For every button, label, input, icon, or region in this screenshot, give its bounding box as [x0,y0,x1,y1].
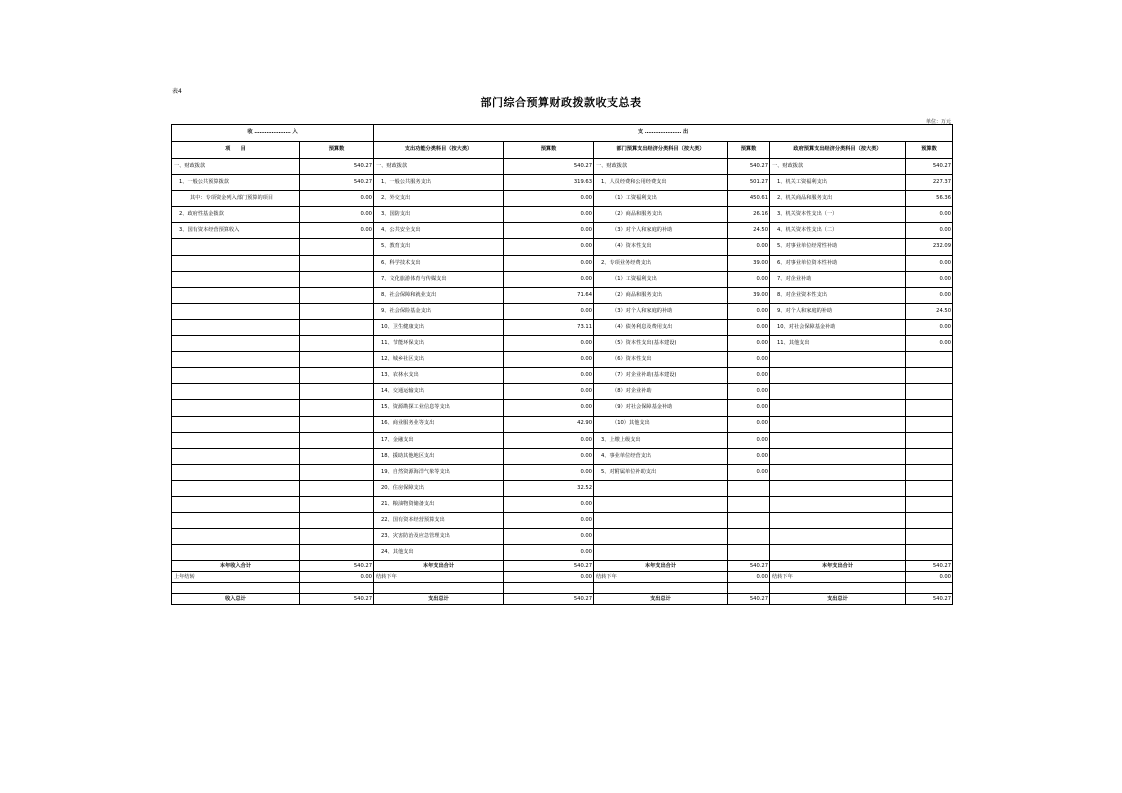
budget-cell [906,464,953,480]
expense-section-header: 支 ………………… 出 [374,125,953,142]
budget-cell: 540.27 [300,159,374,175]
col-header-function: 支出功能分类科目（按大类） [374,142,504,159]
budget-cell: 0.00 [906,319,953,335]
budget-cell: 540.27 [906,561,953,572]
gov-econ-item-cell [770,496,906,512]
budget-cell: 42.90 [504,416,594,432]
dept-econ-item-cell [594,480,728,496]
budget-cell [906,384,953,400]
budget-cell: 0.00 [504,384,594,400]
function-item-cell: 结转下年 [374,572,504,583]
dept-econ-item-cell: 支出总计 [594,594,728,605]
function-item-cell: 16、商业服务业等支出 [374,416,504,432]
budget-cell [906,432,953,448]
empty-cell [504,583,594,594]
budget-cell: 73.11 [504,319,594,335]
budget-cell: 0.00 [300,223,374,239]
budget-cell [300,513,374,529]
function-item-cell: 4、公共安全支出 [374,223,504,239]
table-row [172,513,953,529]
function-item-cell: 24、其他支出 [374,545,504,561]
gov-econ-item-cell [770,545,906,561]
income-item-cell [172,545,300,561]
budget-cell: 0.00 [504,191,594,207]
income-item-cell [172,319,300,335]
budget-cell: 0.00 [504,400,594,416]
budget-table [171,124,953,605]
income-item-cell [172,480,300,496]
table-row [172,545,953,561]
budget-cell [906,513,953,529]
function-item-cell: 5、教育支出 [374,239,504,255]
col-header-budget: 预算数 [504,142,594,159]
table-row [172,448,953,464]
table-row [172,336,953,352]
budget-cell: 540.27 [728,594,770,605]
dept-econ-item-cell: 一、财政拨款 [594,159,728,175]
budget-cell: 0.00 [728,416,770,432]
function-item-cell: 15、资源勘探工业信息等支出 [374,400,504,416]
table-row [172,271,953,287]
budget-cell: 32.52 [504,480,594,496]
budget-cell [728,529,770,545]
budget-cell: 0.00 [504,513,594,529]
totals-row [172,561,953,572]
budget-cell: 0.00 [504,303,594,319]
income-item-cell [172,384,300,400]
table-row [172,368,953,384]
income-item-cell [172,496,300,512]
income-item-cell: 1、一般公共预算拨款 [172,175,300,191]
table-row [172,496,953,512]
budget-cell: 0.00 [504,239,594,255]
gov-econ-item-cell [770,400,906,416]
income-item-cell [172,271,300,287]
gov-econ-item-cell [770,416,906,432]
budget-cell: 540.27 [300,175,374,191]
gov-econ-item-cell: 8、对企业资本性支出 [770,287,906,303]
budget-cell: 0.00 [728,464,770,480]
budget-cell: 540.27 [504,159,594,175]
budget-cell: 0.00 [504,496,594,512]
budget-cell: 0.00 [504,448,594,464]
dept-econ-item-cell: （4）资本性支出 [594,239,728,255]
budget-cell [906,400,953,416]
budget-cell: 0.00 [728,336,770,352]
income-item-cell [172,255,300,271]
budget-cell [906,545,953,561]
table-row [172,255,953,271]
spacer-row [172,583,953,594]
table-row [172,319,953,335]
budget-cell [300,416,374,432]
function-item-cell: 10、卫生健康支出 [374,319,504,335]
dept-econ-item-cell [594,496,728,512]
income-item-cell [172,400,300,416]
dept-econ-item-cell: 结转下年 [594,572,728,583]
income-item-cell [172,464,300,480]
budget-cell: 24.50 [906,303,953,319]
budget-cell [300,287,374,303]
empty-cell [374,583,504,594]
page-title: 部门综合预算财政拨款收支总表 [480,96,642,109]
gov-econ-item-cell: 4、机关资本性支出（二） [770,223,906,239]
income-item-cell: 收入总计 [172,594,300,605]
budget-cell [300,448,374,464]
budget-cell: 0.00 [906,207,953,223]
budget-cell [906,529,953,545]
income-item-cell: 上年结转 [172,572,300,583]
table-number: 表4 [172,88,182,95]
empty-cell [906,583,953,594]
budget-cell: 24.50 [728,223,770,239]
table-row [172,464,953,480]
budget-cell: 0.00 [728,239,770,255]
section-header-row [172,125,953,142]
column-header-row [172,142,953,159]
dept-econ-item-cell: （7）对企业补助(基本建设) [594,368,728,384]
function-item-cell: 23、灾害防治及应急管理支出 [374,529,504,545]
col-header-item: 项 目 [172,142,300,159]
gov-econ-item-cell: 9、对个人和家庭的补助 [770,303,906,319]
budget-cell: 0.00 [504,223,594,239]
dept-econ-item-cell: （2）商品和服务支出 [594,287,728,303]
table-row [172,432,953,448]
budget-cell: 540.27 [300,561,374,572]
income-item-cell [172,448,300,464]
budget-cell: 0.00 [728,572,770,583]
dept-econ-item-cell: （5）资本性支出(基本建设) [594,336,728,352]
function-item-cell: 21、粮油物资储备支出 [374,496,504,512]
budget-cell [906,368,953,384]
budget-cell: 0.00 [504,545,594,561]
table-row [172,400,953,416]
gov-econ-item-cell [770,352,906,368]
gov-econ-item-cell: 10、对社会保障基金补助 [770,319,906,335]
budget-cell [906,480,953,496]
budget-cell [728,545,770,561]
budget-cell [300,368,374,384]
budget-cell: 0.00 [728,368,770,384]
function-item-cell: 1、一般公共服务支出 [374,175,504,191]
dept-econ-item-cell: （1）工资福利支出 [594,271,728,287]
budget-cell: 319.63 [504,175,594,191]
function-item-cell: 8、社会保障和就业支出 [374,287,504,303]
budget-cell: 540.27 [504,561,594,572]
income-item-cell [172,368,300,384]
function-item-cell: 本年支出合计 [374,561,504,572]
budget-cell: 540.27 [504,594,594,605]
dept-econ-item-cell: （9）对社会保障基金补助 [594,400,728,416]
dept-econ-item-cell [594,513,728,529]
gov-econ-item-cell [770,529,906,545]
function-item-cell: 14、交通运输支出 [374,384,504,400]
budget-cell: 0.00 [906,336,953,352]
table-row [172,207,953,223]
budget-cell: 0.00 [504,368,594,384]
dept-econ-item-cell [594,529,728,545]
budget-cell: 0.00 [728,303,770,319]
budget-cell [728,496,770,512]
income-section-header: 收 ………………… 入 [172,125,374,142]
budget-cell: 0.00 [906,255,953,271]
budget-cell: 0.00 [504,271,594,287]
budget-cell [728,513,770,529]
unit-label: 单位：万元 [925,119,951,125]
budget-cell [300,480,374,496]
function-item-cell: 3、国防支出 [374,207,504,223]
carry-row [172,572,953,583]
budget-cell: 0.00 [728,448,770,464]
table-row [172,416,953,432]
gov-econ-item-cell: 1、机关工资福利支出 [770,175,906,191]
function-item-cell: 20、住房保障支出 [374,480,504,496]
function-item-cell: 2、外交支出 [374,191,504,207]
function-item-cell: 6、科学技术支出 [374,255,504,271]
budget-cell [300,400,374,416]
table-row [172,223,953,239]
empty-cell [172,583,300,594]
budget-cell [300,496,374,512]
budget-cell: 39.00 [728,255,770,271]
dept-econ-item-cell: 4、事业单位经营支出 [594,448,728,464]
budget-cell: 0.00 [728,271,770,287]
budget-cell: 0.00 [906,223,953,239]
table-row [172,159,953,175]
gov-econ-item-cell: 5、对事业单位经常性补助 [770,239,906,255]
budget-cell [300,319,374,335]
income-item-cell [172,239,300,255]
budget-cell [300,255,374,271]
budget-cell [906,352,953,368]
income-item-cell [172,336,300,352]
income-item-cell [172,416,300,432]
budget-cell [300,303,374,319]
budget-cell [300,271,374,287]
empty-cell [300,583,374,594]
budget-cell: 0.00 [504,255,594,271]
budget-cell [728,480,770,496]
gov-econ-item-cell: 6、对事业单位资本性补助 [770,255,906,271]
budget-cell: 0.00 [504,529,594,545]
table-row [172,175,953,191]
table-row [172,287,953,303]
dept-econ-item-cell: （8）对企业补助 [594,384,728,400]
budget-cell: 56.36 [906,191,953,207]
income-item-cell [172,432,300,448]
gov-econ-item-cell: 11、其他支出 [770,336,906,352]
col-header-budget: 预算数 [300,142,374,159]
gov-econ-item-cell [770,368,906,384]
function-item-cell: 支出总计 [374,594,504,605]
budget-cell: 0.00 [906,287,953,303]
budget-cell: 71.64 [504,287,594,303]
budget-cell: 0.00 [728,400,770,416]
budget-cell: 0.00 [300,572,374,583]
budget-cell: 0.00 [728,352,770,368]
gov-econ-item-cell: 结转下年 [770,572,906,583]
gov-econ-item-cell: 3、机关资本性支出（一） [770,207,906,223]
col-header-dept-econ: 部门预算支出经济分类科目（按大类） [594,142,728,159]
dept-econ-item-cell: （6）资本性支出 [594,352,728,368]
dept-econ-item-cell: （3）对个人和家庭的补助 [594,223,728,239]
budget-cell [300,384,374,400]
gov-econ-item-cell: 2、机关商品和服务支出 [770,191,906,207]
function-item-cell: 11、节能环保支出 [374,336,504,352]
dept-econ-item-cell: 3、上缴上级支出 [594,432,728,448]
function-item-cell: 17、金融支出 [374,432,504,448]
budget-cell: 0.00 [504,207,594,223]
budget-cell: 0.00 [300,191,374,207]
budget-cell [906,416,953,432]
budget-cell [300,336,374,352]
dept-econ-item-cell: 5、对附属单位补助支出 [594,464,728,480]
income-item-cell [172,529,300,545]
budget-cell: 540.27 [728,561,770,572]
function-item-cell: 一、财政拨款 [374,159,504,175]
col-header-budget: 预算数 [728,142,770,159]
income-item-cell [172,352,300,368]
budget-cell: 501.27 [728,175,770,191]
budget-cell [906,496,953,512]
table-row [172,352,953,368]
budget-cell [300,352,374,368]
budget-cell: 0.00 [300,207,374,223]
gov-econ-item-cell: 一、财政拨款 [770,159,906,175]
gov-econ-item-cell: 支出总计 [770,594,906,605]
gov-econ-item-cell [770,384,906,400]
gov-econ-item-cell [770,480,906,496]
budget-cell: 540.27 [906,159,953,175]
budget-cell: 39.00 [728,287,770,303]
dept-econ-item-cell: （4）债务利息及费用支出 [594,319,728,335]
dept-econ-item-cell: （1）工资福利支出 [594,191,728,207]
dept-econ-item-cell [594,545,728,561]
function-item-cell: 19、自然资源海洋气象等支出 [374,464,504,480]
budget-cell [300,529,374,545]
budget-cell: 540.27 [728,159,770,175]
gov-econ-item-cell: 7、对企业补助 [770,271,906,287]
budget-cell: 0.00 [504,432,594,448]
table-row [172,191,953,207]
budget-cell: 450.61 [728,191,770,207]
gov-econ-item-cell [770,432,906,448]
function-item-cell: 12、城乡社区支出 [374,352,504,368]
income-item-cell [172,303,300,319]
income-item-cell: 3、国有资本经营预算收入 [172,223,300,239]
dept-econ-item-cell: （10）其他支出 [594,416,728,432]
budget-cell: 540.27 [300,594,374,605]
budget-cell: 26.16 [728,207,770,223]
income-item-cell [172,287,300,303]
budget-cell [300,545,374,561]
function-item-cell: 7、文化旅游体育与传媒支出 [374,271,504,287]
income-item-cell: 一、财政拨款 [172,159,300,175]
table-row [172,529,953,545]
budget-cell: 0.00 [728,432,770,448]
dept-econ-item-cell: （3）对个人和家庭的补助 [594,303,728,319]
col-header-gov-econ: 政府预算支出经济分类科目（按大类） [770,142,906,159]
dept-econ-item-cell: 本年支出合计 [594,561,728,572]
function-item-cell: 22、国有资本经营预算支出 [374,513,504,529]
grand-total-row [172,594,953,605]
function-item-cell: 13、农林水支出 [374,368,504,384]
budget-cell: 227.37 [906,175,953,191]
gov-econ-item-cell [770,448,906,464]
income-item-cell: 本年收入合计 [172,561,300,572]
gov-econ-item-cell [770,464,906,480]
income-item-cell [172,513,300,529]
budget-cell: 0.00 [504,464,594,480]
income-item-cell: 其中：专项资金列入部门预算的项目 [172,191,300,207]
function-item-cell: 9、社会保险基金支出 [374,303,504,319]
gov-econ-item-cell [770,513,906,529]
budget-cell: 232.09 [906,239,953,255]
budget-cell [300,432,374,448]
empty-cell [594,583,728,594]
table-row [172,239,953,255]
budget-cell: 0.00 [728,384,770,400]
table-row [172,303,953,319]
budget-cell: 540.27 [906,594,953,605]
dept-econ-item-cell: （2）商品和服务支出 [594,207,728,223]
budget-cell [300,464,374,480]
dept-econ-item-cell: 2、专项业务经费支出 [594,255,728,271]
gov-econ-item-cell: 本年支出合计 [770,561,906,572]
table-body [172,125,953,605]
budget-cell: 0.00 [504,336,594,352]
budget-cell: 0.00 [504,352,594,368]
function-item-cell: 18、援助其他地区支出 [374,448,504,464]
budget-cell: 0.00 [504,572,594,583]
income-item-cell: 2、政府性基金拨款 [172,207,300,223]
table-row [172,480,953,496]
table-row [172,384,953,400]
empty-cell [728,583,770,594]
budget-cell: 0.00 [728,319,770,335]
dept-econ-item-cell: 1、人员经费和公用经费支出 [594,175,728,191]
budget-cell: 0.00 [906,572,953,583]
empty-cell [770,583,906,594]
budget-cell: 0.00 [906,271,953,287]
budget-cell [906,448,953,464]
budget-cell [300,239,374,255]
col-header-budget: 预算数 [906,142,953,159]
